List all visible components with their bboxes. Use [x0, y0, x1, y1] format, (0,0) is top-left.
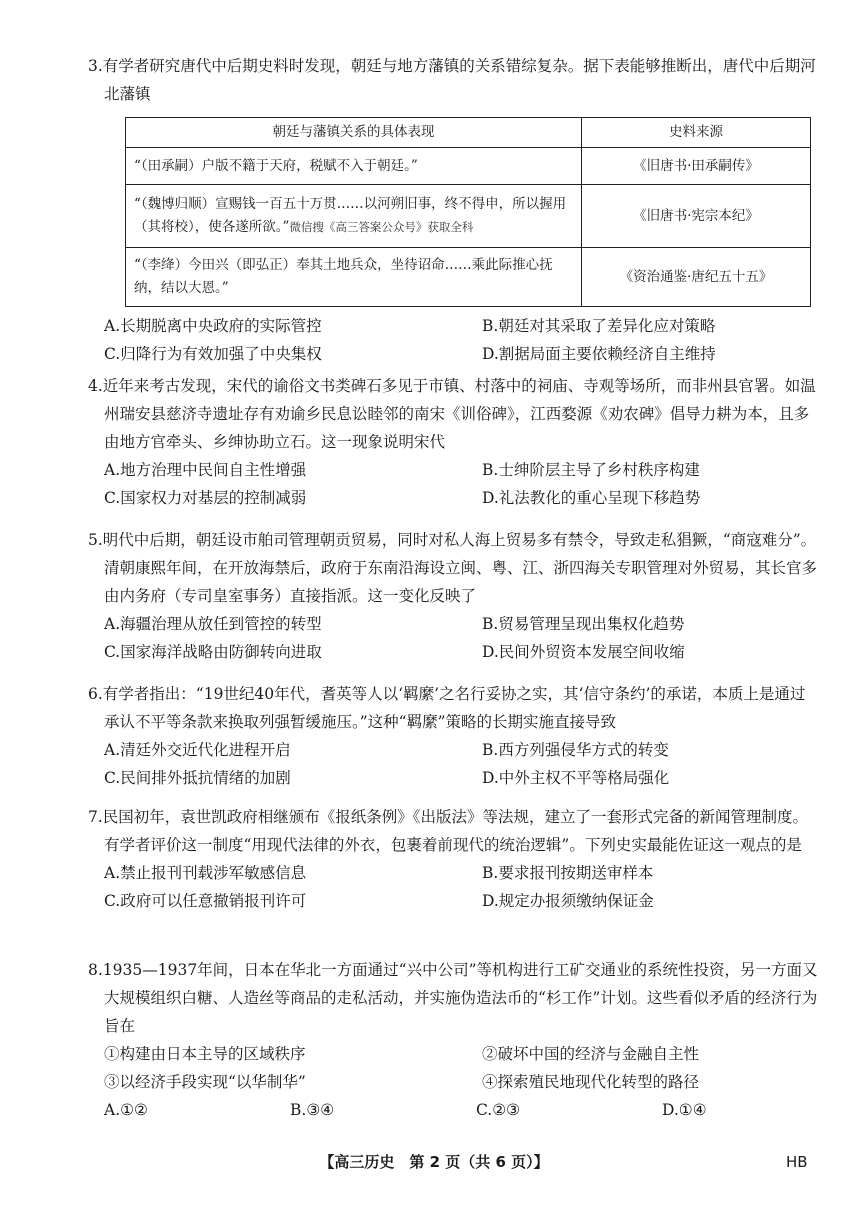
paper-code: HB — [786, 1153, 808, 1171]
option-d[interactable]: D.礼法教化的重心呈现下移趋势 — [482, 489, 701, 507]
question-6-stem: 6.有学者指出：“19世纪40年代，耆英等人以‘羁縻’之名行妥协之实，其‘信守条约’的承诺，本质上是通过承认不平等条款来换取列强暂缓施压。”这种“羁縻”策略的长期实施直接导致 — [88, 685, 806, 731]
options-grid — [104, 610, 818, 666]
option-b[interactable]: B.朝廷对其采取了差异化应对策略 — [482, 317, 716, 335]
table-cell-text: “（李绛）今田兴（即弘正）奉其土地兵众，坐待诏命……乘此际推心抚纳，结以大恩。” — [126, 248, 582, 307]
table-row — [126, 185, 811, 248]
option-d[interactable]: D.规定办报须缴纳保证金 — [482, 892, 654, 910]
question-5-stem: 5.明代中后期，朝廷设市舶司管理朝贡贸易，同时对私人海上贸易多有禁令，导致走私猖獗，“商寇难分”。清朝康熙年间，在开放海禁后，政府于东南沿海设立闽、粤、江、浙四海关专职管理对外贸易，其长官多由内务府（专司皇室事务）直接指派。这一变化反映了 — [88, 531, 818, 605]
options-grid — [104, 1096, 818, 1124]
question-8-stem: 8.1935—1937年间，日本在华北一方面通过“兴中公司”等机构进行工矿交通业的系统性投资，另一方面又大规模组织白糖、人造丝等商品的走私活动，并实施伪造法币的“杉工作”计划。这些看似矛盾的经济行为旨在 — [88, 961, 818, 1035]
question-3-options — [88, 312, 818, 368]
table-header-row — [126, 118, 811, 148]
table-cell-text: “（田承嗣）户版不籍于天府，税赋不入于朝廷。” — [126, 148, 582, 185]
question-4-stem: 4.近年来考古发现，宋代的谕俗文书类碑石多见于市镇、村落中的祠庙、寺观等场所，而非州县官署。如温州瑞安县慈济寺遗址存有劝谕乡民息讼睦邻的南宋《训俗碑》，江西婺源《劝农碑》倡导力耕为本，且多由地方官牵头、乡绅协助立石。这一现象说明宋代 — [88, 377, 816, 451]
option-c[interactable]: C.归降行为有效加强了中央集权 — [104, 345, 322, 363]
statement-item: ④探索殖民地现代化转型的路径 — [482, 1073, 700, 1091]
question-4 — [88, 372, 818, 512]
question-7 — [88, 803, 818, 915]
question-7-stem: 7.民国初年，袁世凯政府相继颁布《报纸条例》《出版法》等法规，建立了一套形式完备的新闻管理制度。有学者评价这一制度“用现代法律的外衣，包裹着前现代的统治逻辑”。下列史实最能佐证这一观点的是 — [88, 808, 809, 854]
statement-grid — [104, 1040, 818, 1096]
question-8 — [88, 956, 818, 1124]
table-cell-source: 《资治通鉴·唐纪五十五》 — [582, 248, 811, 307]
question-3 — [88, 52, 818, 108]
table-header-cell: 史料来源 — [582, 118, 811, 148]
option-a[interactable]: A.清廷外交近代化进程开启 — [104, 741, 291, 759]
option-a[interactable]: A.①② — [104, 1101, 148, 1119]
table-cell-source: 《旧唐书·田承嗣传》 — [582, 148, 811, 185]
options-grid — [104, 456, 818, 512]
options-grid — [104, 859, 818, 915]
option-c[interactable]: C.②③ — [476, 1101, 521, 1119]
option-c[interactable]: C.民间排外抵抗情绪的加剧 — [104, 769, 291, 787]
question-3-stem: 3.有学者研究唐代中后期史料时发现，朝廷与地方藩镇的关系错综复杂。据下表能够推断出，唐代中后期河北藩镇 — [88, 57, 816, 103]
table-cell-text — [126, 185, 582, 248]
table-header-cell: 朝廷与藩镇关系的具体表现 — [126, 118, 582, 148]
page-footer: 【高三历史 第 2 页（共 6 页）】 — [319, 1153, 549, 1171]
option-b[interactable]: B.贸易管理呈现出集权化趋势 — [482, 615, 685, 633]
statement-item: ③以经济手段实现“以华制华” — [104, 1073, 306, 1091]
option-a[interactable]: A.禁止报刊刊载涉军敏感信息 — [104, 864, 307, 882]
table-cell-source: 《旧唐书·宪宗本纪》 — [582, 185, 811, 248]
option-d[interactable]: D.①④ — [662, 1101, 707, 1119]
option-a[interactable]: A.海疆治理从放任到管控的转型 — [104, 615, 322, 633]
options-grid — [104, 736, 818, 792]
option-d[interactable]: D.割据局面主要依赖经济自主维持 — [482, 345, 716, 363]
option-c[interactable]: C.国家权力对基层的控制减弱 — [104, 489, 307, 507]
option-c[interactable]: C.国家海洋战略由防御转向进取 — [104, 643, 322, 661]
option-a[interactable]: A.地方治理中民间自主性增强 — [104, 461, 307, 479]
source-table — [125, 117, 811, 307]
statement-item: ①构建由日本主导的区域秩序 — [104, 1045, 306, 1063]
table-row — [126, 148, 811, 185]
watermark-text: 微信搜《高三答案公众号》获取全科 — [289, 220, 474, 234]
option-b[interactable]: B.西方列强侵华方式的转变 — [482, 741, 669, 759]
table-row — [126, 248, 811, 307]
option-a[interactable]: A.长期脱离中央政府的实际管控 — [104, 317, 322, 335]
option-b[interactable]: B.士绅阶层主导了乡村秩序构建 — [482, 461, 700, 479]
question-5 — [88, 526, 818, 666]
option-b[interactable]: B.③④ — [290, 1101, 335, 1119]
question-6 — [88, 680, 818, 792]
option-d[interactable]: D.民间外贸资本发展空间收缩 — [482, 643, 685, 661]
option-d[interactable]: D.中外主权不平等格局强化 — [482, 769, 670, 787]
row-text: “（魏博归顺）宣赐钱一百五十万贯……以河朔旧事，终不得申，所以握用（其将校），使各遂所欲。” — [134, 196, 567, 235]
statement-item: ②破坏中国的经济与金融自主性 — [482, 1045, 700, 1063]
options-grid — [104, 312, 818, 368]
option-c[interactable]: C.政府可以任意撤销报刊许可 — [104, 892, 307, 910]
option-b[interactable]: B.要求报刊按期送审样本 — [482, 864, 654, 882]
